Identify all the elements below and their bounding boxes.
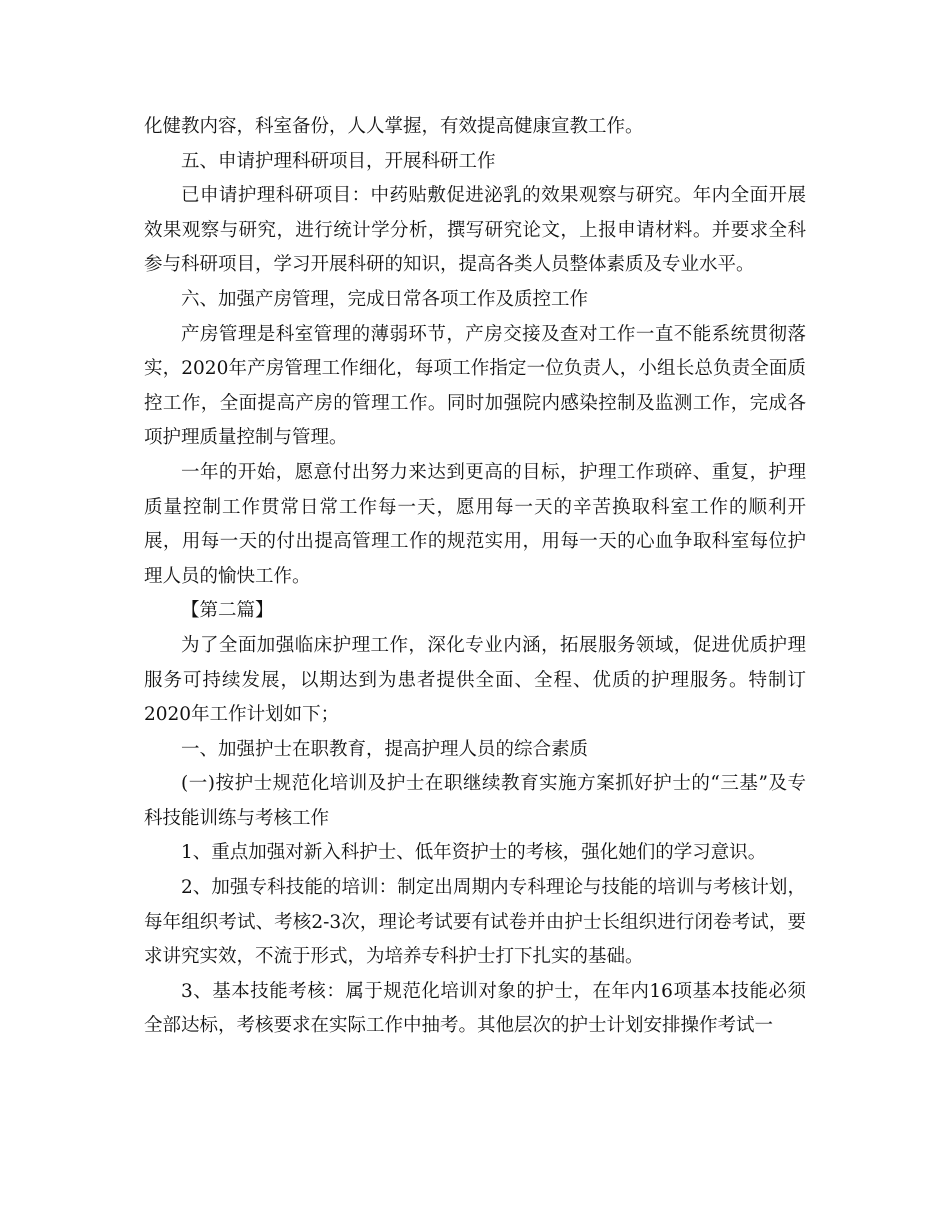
document-body (144, 110, 806, 1044)
paragraph-health-education-continued: 化健教内容，科室备份，人人掌握，有效提高健康宣教工作。 (144, 116, 644, 137)
subheading-item-one: (一)按护士规范化培训及护士在职继续教育实施方案抓好护士的“三基”及专科技能训练与考核工作 (144, 773, 806, 829)
paragraph-year-goals: 一年的开始，愿意付出努力来达到更高的目标，护理工作琐碎、重复，护理质量控制工作贯常日常工作每一天，愿用每一天的辛苦换取科室工作的顺利开展，用每一天的付出提高管理工作的规范实用，用每一天的心血争取科室每位护理人员的愉快工作。 (144, 461, 806, 587)
heading-section-five: 五、申请护理科研项目，开展科研工作 (181, 150, 496, 172)
list-item-1: 1、重点加强对新入科护士、低年资护士的考核，强化她们的学习意识。 (181, 842, 767, 864)
paragraph-plan-intro: 为了全面加强临床护理工作，深化专业内涵，拓展服务领域，促进优质护理服务可持续发展，以期达到为患者提供全面、全程、优质的护理服务。特制订2020年工作计划如下； (144, 634, 806, 726)
heading-section-one: 一、加强护士在职教育，提高护理人员的综合素质 (181, 738, 589, 760)
paragraph-research-project: 已申请护理科研项目：中药贴敷促进泌乳的效果观察与研究。年内全面开展效果观察与研究，进行统计学分析，撰写研究论文，上报申请材料。并要求全科参与科研项目，学习开展科研的知识，提高各类人员整体素质及专业水平。 (144, 185, 806, 276)
list-item-2: 2、加强专科技能的培训：制定出周期内专科理论与技能的培训与考核计划，每年组织考试、考核2-3次，理论考试要有试卷并由护士长组织进行闭卷考试，要求讲究实效，不流于形式，为培养专科护士打下扎实的基础。 (144, 877, 806, 968)
list-item-3: 3、基本技能考核：属于规范化培训对象的护士，在年内16项基本技能必须全部达标，考核要求在实际工作中抽考。其他层次的护士计划安排操作考试一 (144, 980, 806, 1037)
heading-part-two: 【第二篇】 (181, 600, 274, 622)
paragraph-delivery-room-management: 产房管理是科室管理的薄弱环节，产房交接及查对工作一直不能系统贯彻落实，2020年产房管理工作细化，每项工作指定一位负责人，小组长总负责全面质控工作，全面提高产房的管理工作。同时加强院内感染控制及监测工作，完成各项护理质量控制与管理。 (144, 323, 806, 449)
heading-section-six: 六、加强产房管理，完成日常各项工作及质控工作 (181, 288, 589, 310)
